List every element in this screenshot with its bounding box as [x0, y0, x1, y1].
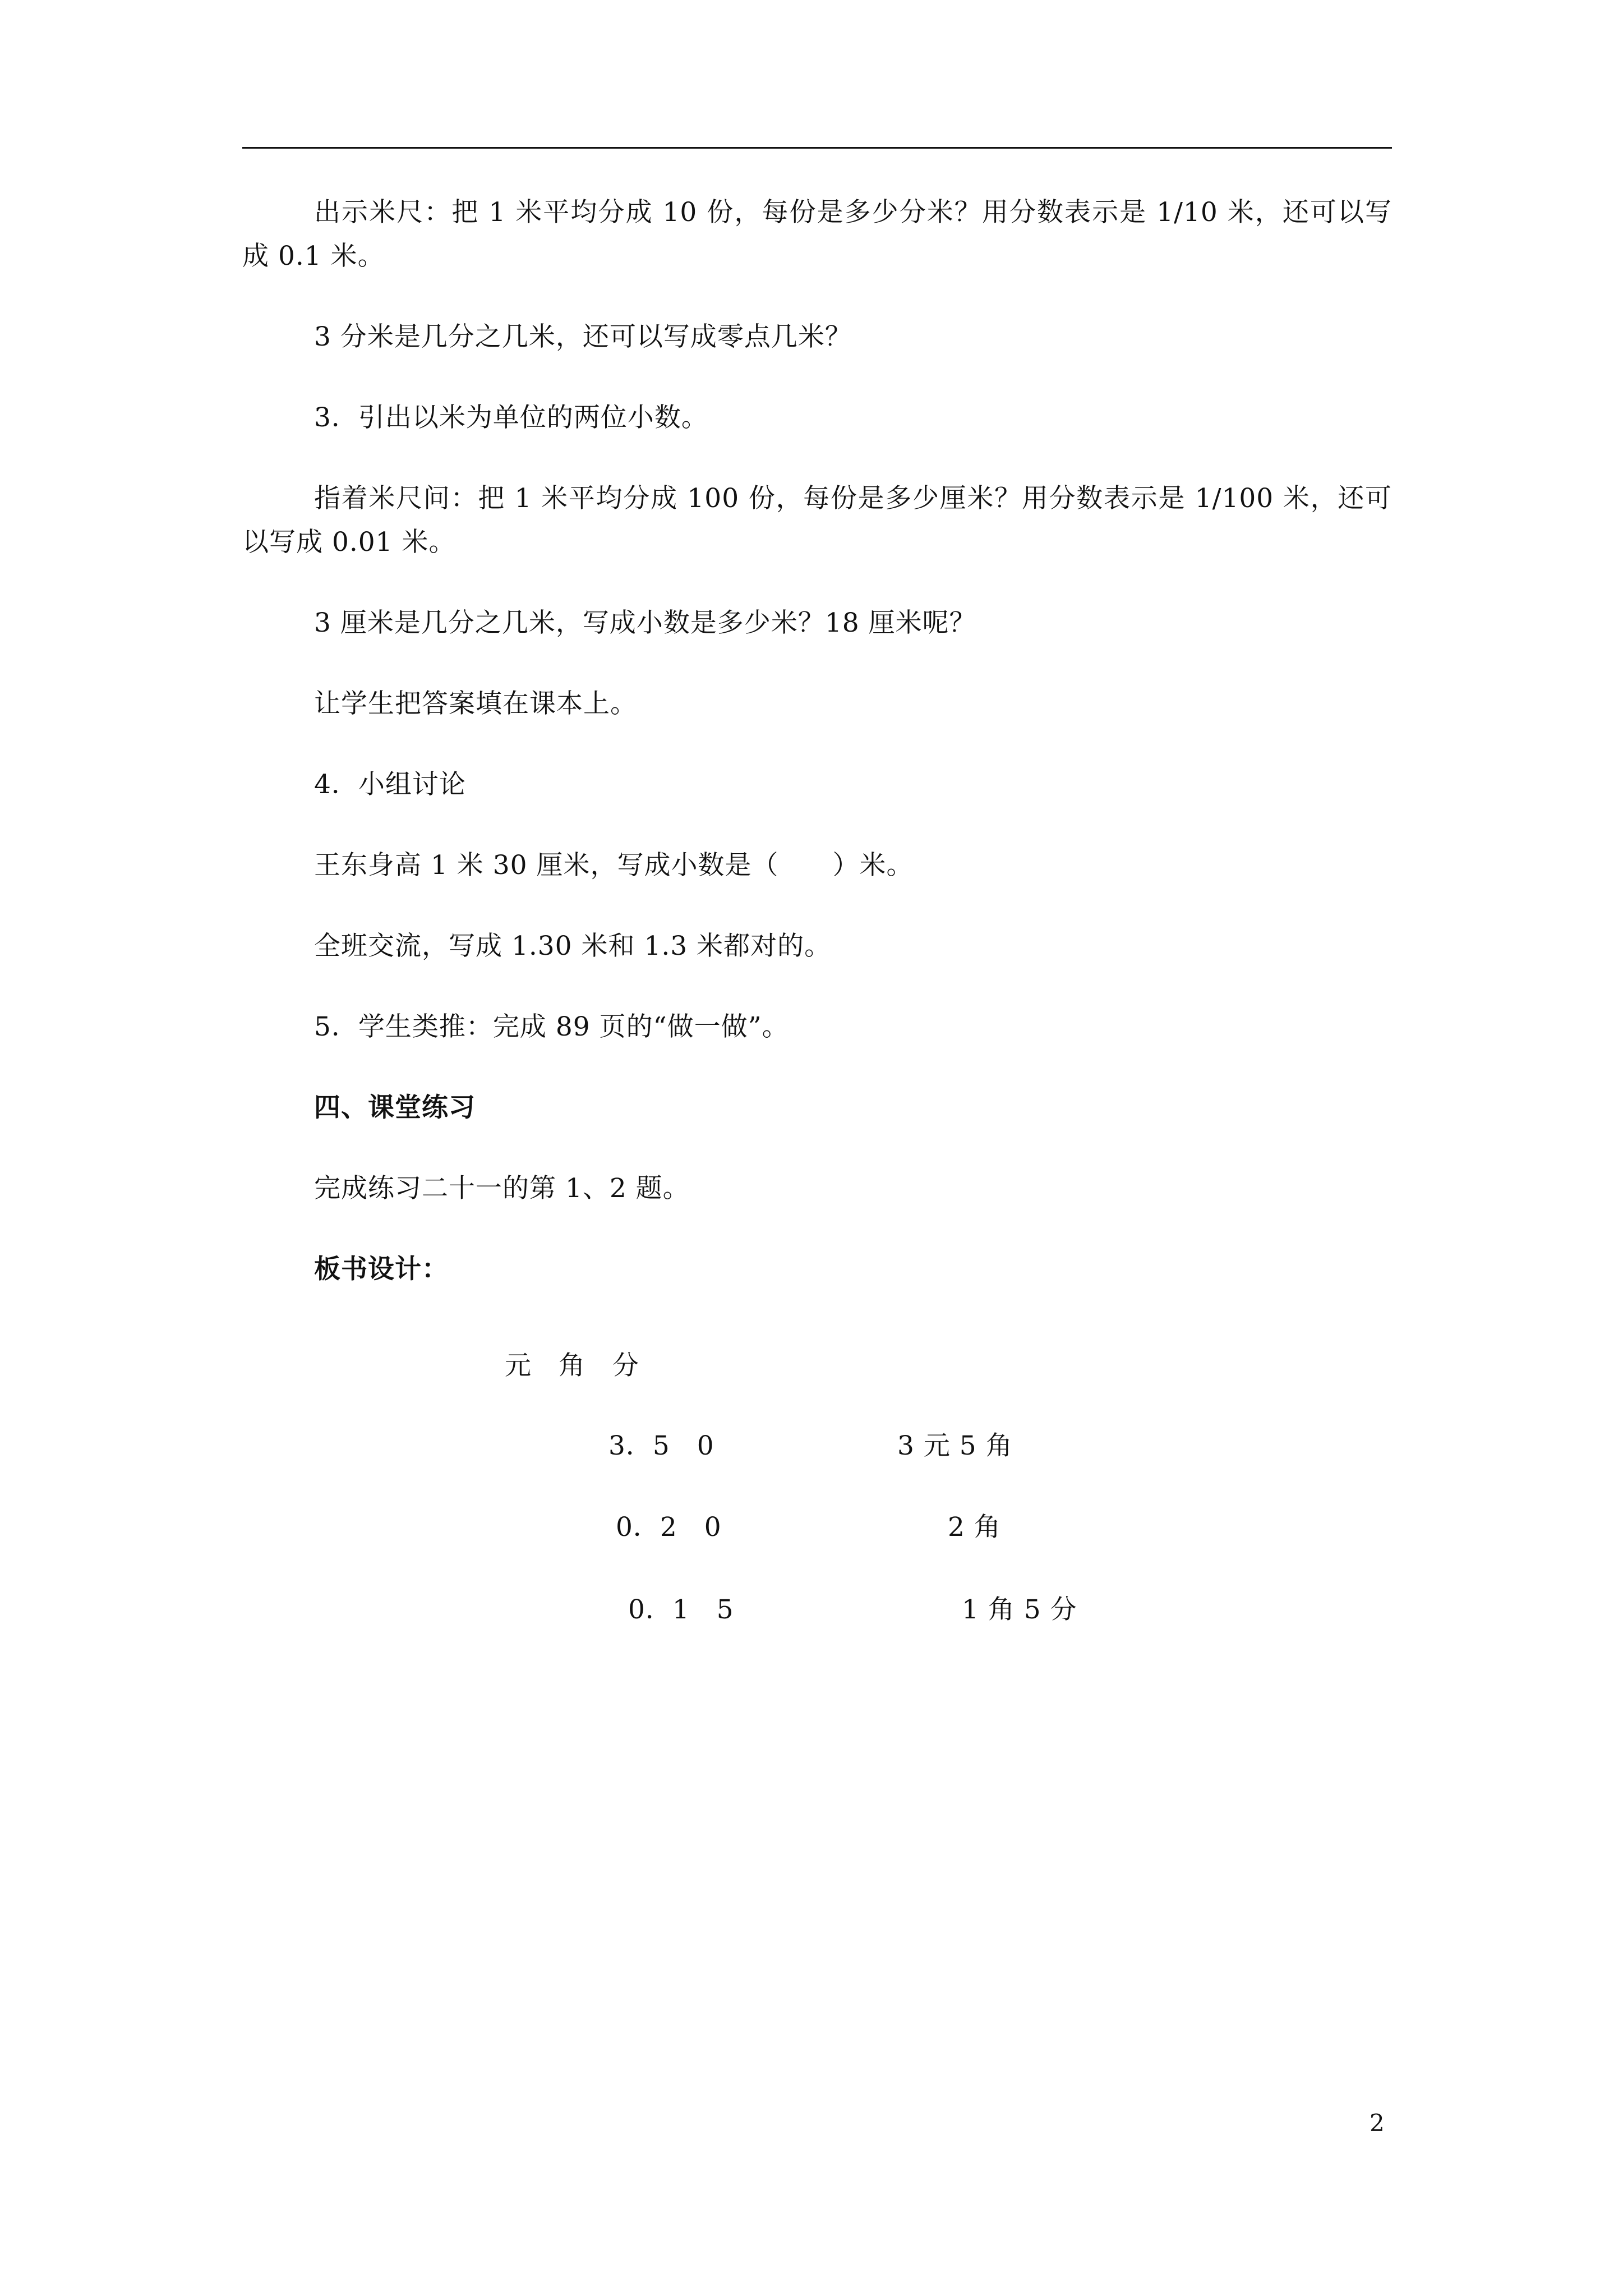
page-number: 2	[1370, 2109, 1385, 2137]
board-decimal-value: 0．1 5	[628, 1594, 734, 1625]
paragraph: 4．小组讨论	[314, 769, 466, 800]
paragraph: 3．引出以米为单位的两位小数。	[314, 402, 708, 433]
paragraph: 完成练习二十一的第 1、2 题。	[314, 1173, 690, 1204]
board-decimal-value: 3．5 0	[608, 1430, 714, 1461]
board-unit-header: 元 角 分	[505, 1350, 639, 1381]
board-money-value: 3 元 5 角	[897, 1430, 1013, 1461]
paragraph: 王东身高 1 米 30 厘米，写成小数是（ ）米。	[314, 850, 914, 881]
paragraph: 全班交流，写成 1.30 米和 1.3 米都对的。	[314, 931, 832, 961]
board-design-heading: 板书设计：	[314, 1254, 449, 1285]
paragraph: 指着米尺问：把 1 米平均分成 100 份，每份是多少厘米？用分数表示是 1/100 米，还可以写成 0.01 米。	[242, 483, 1392, 558]
paragraph: 出示米尺：把 1 米平均分成 10 份，每份是多少分米？用分数表示是 1/10 米，还可以写成 0.1 米。	[242, 197, 1392, 272]
section-heading: 四、课堂练习	[314, 1092, 476, 1123]
paragraph: 3 分米是几分之几米，还可以写成零点几米？	[314, 321, 852, 352]
board-money-value: 1 角 5 分	[962, 1594, 1077, 1625]
paragraph: 5．学生类推：完成 89 页的“做一做”。	[314, 1011, 789, 1042]
document-body	[242, 191, 1392, 1328]
board-money-value: 2 角	[948, 1512, 1001, 1543]
paragraph: 让学生把答案填在课本上。	[314, 688, 637, 719]
paragraph: 3 厘米是几分之几米，写成小数是多少米？18 厘米呢？	[314, 608, 976, 638]
header-rule	[242, 147, 1392, 149]
board-decimal-value: 0．2 0	[616, 1512, 722, 1543]
